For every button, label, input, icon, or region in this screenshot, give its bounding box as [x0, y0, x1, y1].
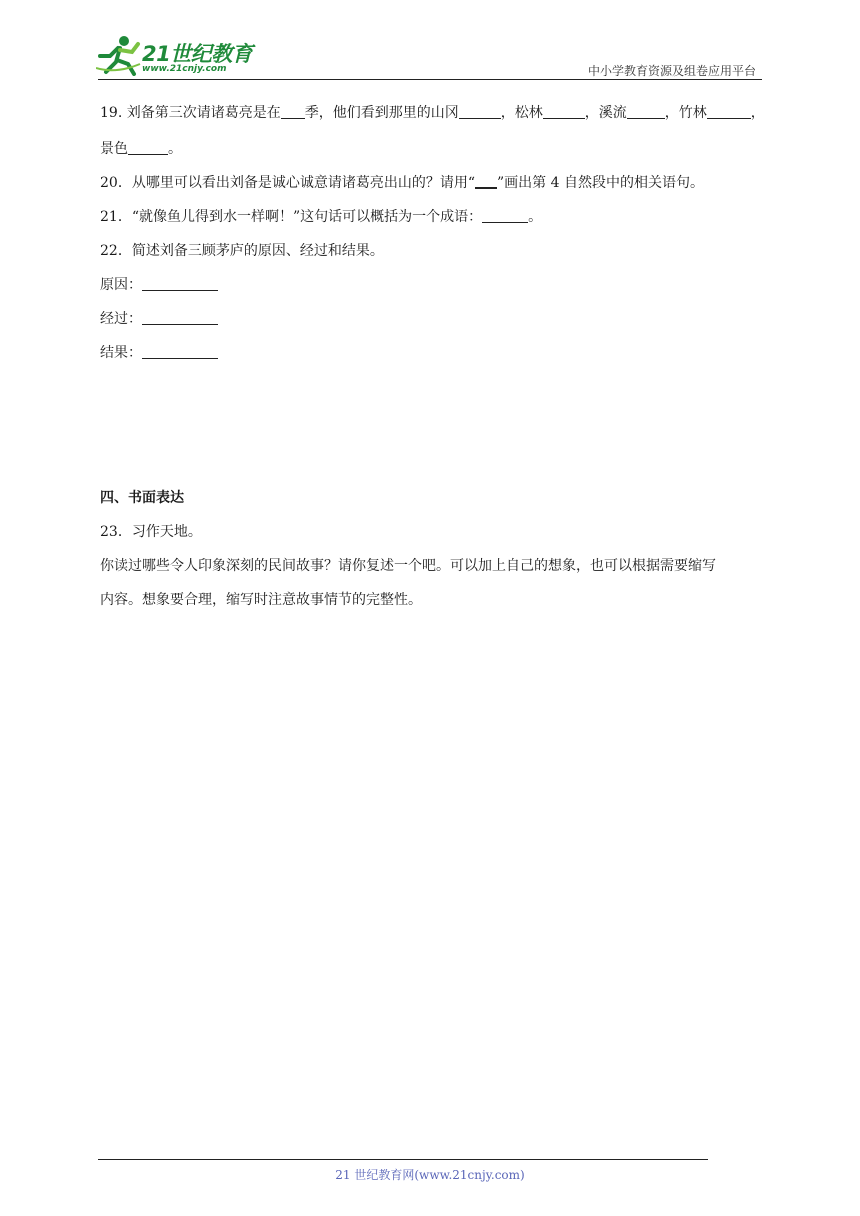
page-header — [0, 0, 860, 80]
header-divider — [98, 79, 762, 80]
q22-reason-label: 原因： — [100, 277, 142, 293]
q22-result-label: 结果： — [100, 345, 142, 361]
q19-text-3: ，松林 — [500, 105, 543, 121]
q19-prefix: 19. 刘备第三次请诸葛亮是在 — [100, 105, 281, 121]
q19-text-2: 季，他们看到那里的山冈 — [304, 105, 459, 121]
logo-url: www.21cnjy.com — [142, 64, 227, 74]
platform-title: 中小学教育资源及组卷应用平台 — [587, 64, 756, 78]
q22-process-blank — [142, 310, 218, 325]
q19-text-4: ，溪流 — [584, 105, 627, 121]
q20-underline-mark — [475, 173, 497, 189]
q19-blank-scenery — [128, 140, 168, 155]
q22-reason-row — [100, 275, 218, 295]
question-20 — [100, 173, 704, 193]
q19-text-6: ， — [750, 105, 765, 121]
q19-blank-hill — [459, 104, 501, 119]
footer-divider — [98, 1159, 708, 1160]
q19-blank-season — [281, 104, 305, 119]
q19-blank-pine — [543, 104, 585, 119]
site-logo — [96, 34, 266, 78]
q21-end: 。 — [528, 209, 543, 225]
question-19-line1 — [100, 103, 765, 123]
q22-process-label: 经过： — [100, 311, 142, 327]
q19-blank-stream — [627, 104, 665, 119]
question-19-line2 — [100, 139, 182, 159]
q19-blank-bamboo — [707, 104, 751, 119]
q23-prompt-line1: 你读过哪些令人印象深刻的民间故事？请你复述一个吧。可以加上自己的想象，也可以根据需要缩写 — [100, 558, 716, 574]
q19-text-5: ，竹林 — [664, 105, 707, 121]
q22-result-blank — [142, 344, 218, 359]
q21-blank-idiom — [482, 208, 528, 223]
q22-result-row — [100, 343, 218, 363]
q19-scenery-label: 景色 — [100, 141, 128, 157]
question-22: 22．简述刘备三顾茅庐的原因、经过和结果。 — [100, 243, 384, 259]
q20-prefix: 20．从哪里可以看出刘备是诚心诚意请诸葛亮出山的？请用“ — [100, 175, 475, 191]
q22-reason-blank — [142, 276, 218, 291]
question-21 — [100, 207, 542, 227]
section-4-title: 四、书面表达 — [100, 490, 184, 506]
q20-suffix: ”画出第 4 自然段中的相关语句。 — [496, 175, 704, 191]
page-footer: 21 世纪教育网(www.21cnjy.com) — [335, 1168, 525, 1182]
q23-prompt-line2: 内容。想象要合理，缩写时注意故事情节的完整性。 — [100, 592, 422, 608]
logo-text: 21世纪教育 — [142, 42, 253, 66]
q21-prefix: 21．“就像鱼儿得到水一样啊！”这句话可以概括为一个成语： — [100, 209, 483, 225]
question-23: 23．习作天地。 — [100, 524, 202, 540]
q19-end: 。 — [168, 141, 182, 157]
q22-process-row — [100, 309, 218, 329]
runner-logo-icon — [96, 34, 142, 76]
